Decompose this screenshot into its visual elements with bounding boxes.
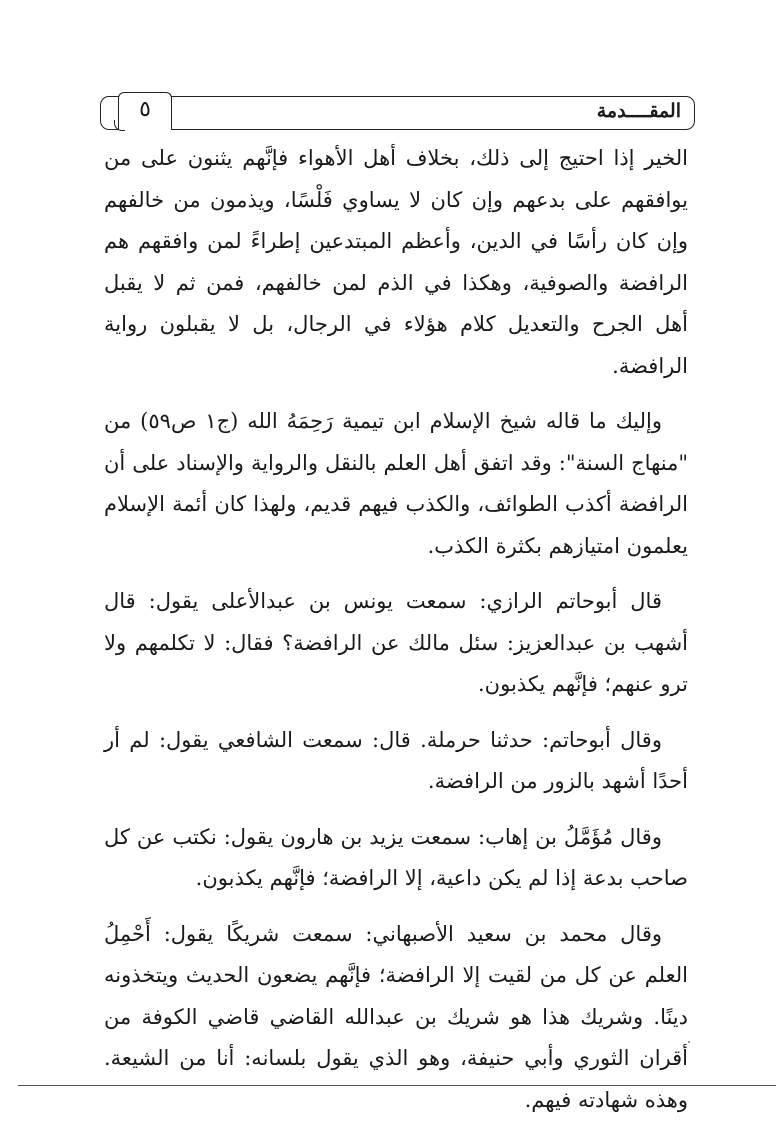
page-body: [104, 138, 688, 1121]
paragraph-muhammad-ibn-said: وقال محمد بن سعيد الأصبهاني: سمعت شريكًا يقول: أَحْمِلُ العلم عن كل من لقيت إلا الرافضة؛ فإنَّهم يضعون الحديث ويتخذونه دينًا. وشريك هذا هو شريك بن عبدالله القاضي قاضي الكوفة من أقران الثوري وأبي حنيفة، وهو الذي يقول بلسانه: أنا من الشيعة. وهذه شهادته فيهم.: [104, 914, 688, 1121]
paragraph-abu-hatim-shafii: وقال أبوحاتم: حدثنا حرملة. قال: سمعت الشافعي يقول: لم أر أحدًا أشهد بالزور من الرافضة.: [104, 720, 688, 803]
scan-speck: [688, 1041, 690, 1043]
paragraph-abu-hatim-ashhab: قال أبوحاتم الرازي: سمعت يونس بن عبدالأعلى يقول: قال أشهب بن عبدالعزيز: سئل مالك عن الرافضة؟ فقال: لا تكلمهم ولا ترو عنهم؛ فإنَّهم يكذبون.: [104, 581, 688, 706]
chapter-title: المقــــدمة: [597, 100, 681, 122]
page-header: [100, 96, 695, 130]
paragraph-muammal-ibn-ihab: وقال مُؤَمَّلُ بن إهاب: سمعت يزيد بن هارون يقول: نكتب عن كل صاحب بدعة إذا لم يكن داعية، إلا الرافضة؛ فإنَّهم يكذبون.: [104, 817, 688, 900]
page-bottom-rule: [18, 1085, 776, 1086]
paragraph-ibn-taymiyyah-quote: وإليك ما قاله شيخ الإسلام ابن تيمية رَحِمَهُ الله (ج١ ص٥٩) من "منهاج السنة": وقد اتفق أهل العلم بالنقل والرواية والإسناد على أن الرافضة أكذب الطوائف، والكذب فيهم قديم، ولهذا كان أئمة الإسلام يعلمون امتيازهم بكثرة الكذب.: [104, 401, 688, 567]
page-number: ٥: [118, 92, 172, 130]
paragraph-continuation: الخير إذا احتيج إلى ذلك، بخلاف أهل الأهواء فإنَّهم يثنون على من يوافقهم على بدعهم وإن كان لا يساوي فَلْسًا، ويذمون من خالفهم وإن كان رأسًا في الدين، وأعظم المبتدعين إطراءً لمن وافقهم هم الرافضة والصوفية، وهكذا في الذم لمن خالفهم، فمن ثم لا يقبل أهل الجرح والتعديل كلام هؤلاء في الرجال، بل لا يقبلون رواية الرافضة.: [104, 138, 688, 387]
